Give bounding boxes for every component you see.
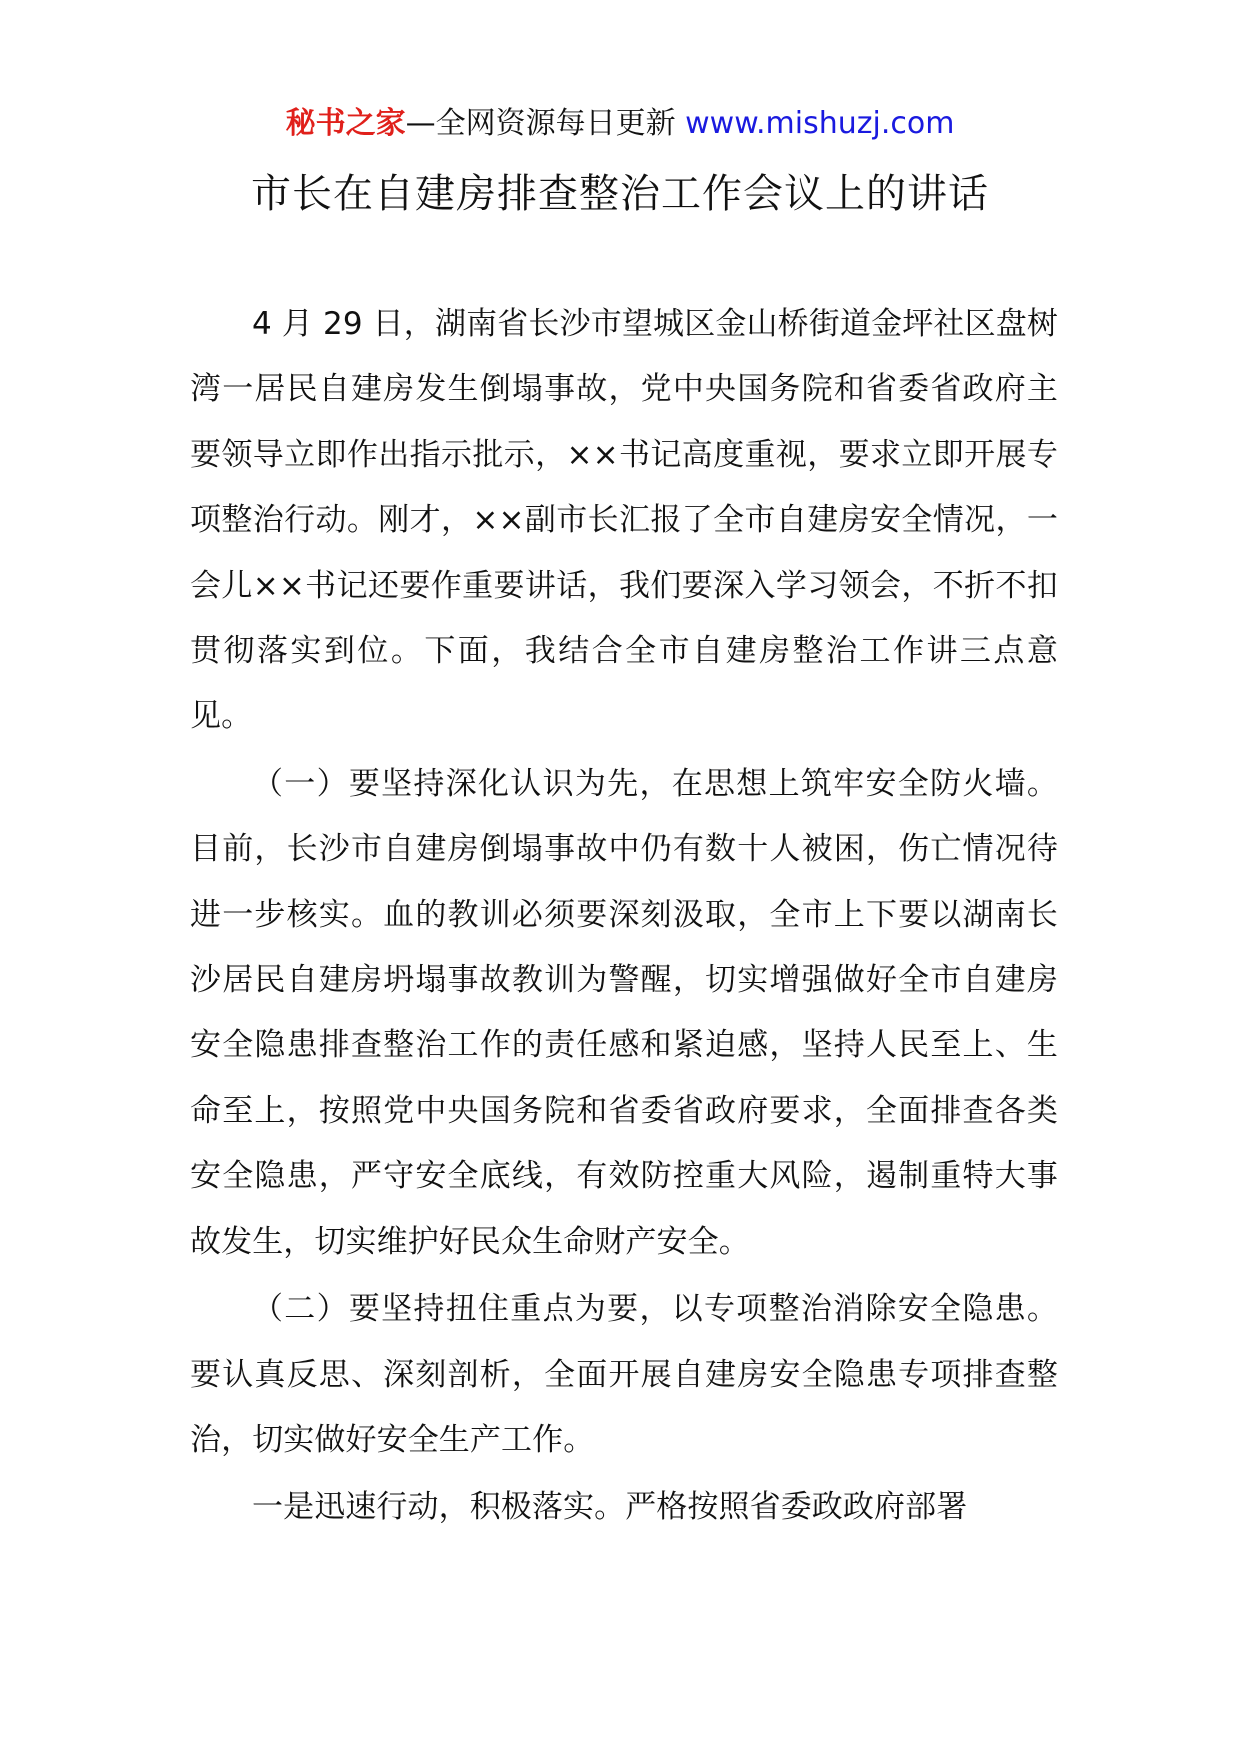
paragraph-point-two: （二）要坚持扭住重点为要，以专项整治消除安全隐患。要认真反思、深刻剖析，全面开展自建房安全隐患专项排查整治，切实做好安全生产工作。 (190, 1291, 1058, 1458)
brand-name: 秘书之家 (285, 106, 406, 141)
site-header (0, 104, 1240, 144)
paragraph-point-one: （一）要坚持深化认识为先，在思想上筑牢安全防火墙。目前，长沙市自建房倒塌事故中仍有数十人被困，伤亡情况待进一步核实。血的教训必须要深刻汲取，全市上下要以湖南长沙居民自建房坍塌事故教训为警醒，切实增强做好全市自建房安全隐患排查整治工作的责任感和紧迫感，坚持人民至上、生命至上，按照党中央国务院和省委省政府要求，全面排查各类安全隐患，严守安全底线，有效防控重大风险，遏制重特大事故发生，切实维护好民众生命财产安全。 (190, 765, 1058, 1260)
paragraph-intro: 4 月 29 日，湖南省长沙市望城区金山桥街道金坪社区盘树湾一居民自建房发生倒塌事故，党中央国务院和省委省政府主要领导立即作出指示批示，××书记高度重视，要求立即开展专项整治行动。刚才，××副市长汇报了全市自建房安全情况，一会儿××书记还要作重要讲话，我们要深入学习领会，不折不扣贯彻落实到位。下面，我结合全市自建房整治工作讲三点意见。 (190, 306, 1058, 735)
site-url-link[interactable]: www.mishuzj.com (685, 106, 955, 141)
paragraph-subpoint-one: 一是迅速行动，积极落实。严格按照省委政政府部署 (252, 1489, 968, 1526)
document-body (190, 292, 1058, 1543)
document-title: 市长在自建房排查整治工作会议上的讲话 (251, 171, 989, 217)
header-tagline: —全网资源每日更新 (405, 106, 676, 141)
